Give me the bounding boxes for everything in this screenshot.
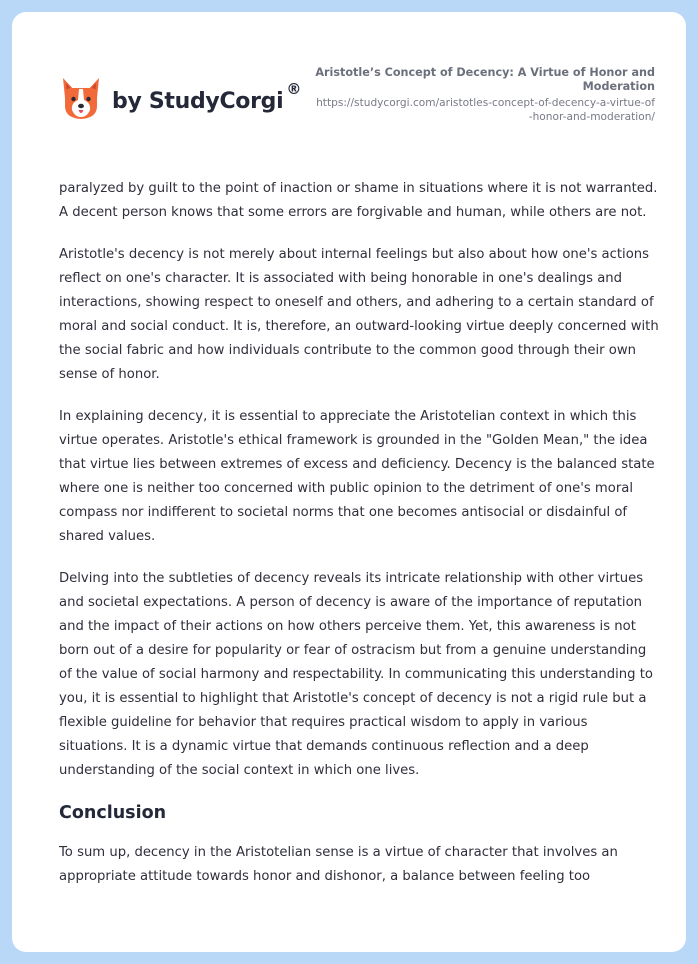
brand-name: by StudyCorgi bbox=[112, 88, 284, 114]
conclusion-paragraph: To sum up, decency in the Aristotelian sense is a virtue of character that involves an appropriate attitude towards honor and dishonor, a balance between feeling too bbox=[59, 845, 618, 884]
page-header bbox=[12, 12, 686, 152]
document-title: Aristotle’s Concept of Decency: A Virtue of Honor and Moderation bbox=[315, 66, 655, 93]
paragraph: paralyzed by guilt to the point of inaction or shame in situations where it is not warranted. A decent person knows that some errors are forgivable and human, while others are not. bbox=[59, 181, 658, 220]
document-page bbox=[12, 12, 686, 952]
studycorgi-logo[interactable] bbox=[60, 76, 301, 122]
document-url[interactable]: https://studycorgi.com/aristotles-concept-of-decency-a-virtue-of-honor-and-moderation/ bbox=[316, 97, 655, 123]
conclusion-heading: Conclusion bbox=[59, 803, 167, 823]
paragraph: Delving into the subtleties of decency reveals its intricate relationship with other virtues and societal expectations. A person of decency is aware of the importance of reputation and the impact of their actions on how others perceive them. Yet, this awareness is not born out of a desire for popularity or fear of ostracism but from a genuine understanding of the value of social harmony and respectability. In communicating this understanding to you, it is essential to highlight that Aristotle's concept of decency is not a rigid rule but a flexible guideline for behavior that requires practical wisdom to apply in various situations. It is a dynamic virtue that demands continuous reflection and a deep understanding of the social context in which one lives. bbox=[59, 571, 653, 778]
document-meta bbox=[315, 66, 655, 124]
paragraph: Aristotle's decency is not merely about internal feelings but also about how one's actions reflect on one's character. It is associated with being honorable in one's dealings and interactions, showing respect to oneself and others, and adhering to a certain standard of moral and social conduct. It is, therefore, an outward-looking virtue deeply concerned with the social fabric and how individuals contribute to the common good through their own sense of honor. bbox=[59, 247, 659, 382]
article-body bbox=[59, 177, 659, 907]
paragraph: In explaining decency, it is essential to appreciate the Aristotelian context in which this virtue operates. Aristotle's ethical framework is grounded in the "Golden Mean," the idea that virtue lies between extremes of excess and deficiency. Decency is the balanced state where one is neither too concerned with public opinion to the detriment of one's moral compass nor indifferent to societal norms that one becomes antisocial or disdainful of shared values. bbox=[59, 409, 655, 544]
corgi-logo-icon bbox=[60, 76, 102, 122]
registered-mark: ® bbox=[286, 80, 302, 98]
